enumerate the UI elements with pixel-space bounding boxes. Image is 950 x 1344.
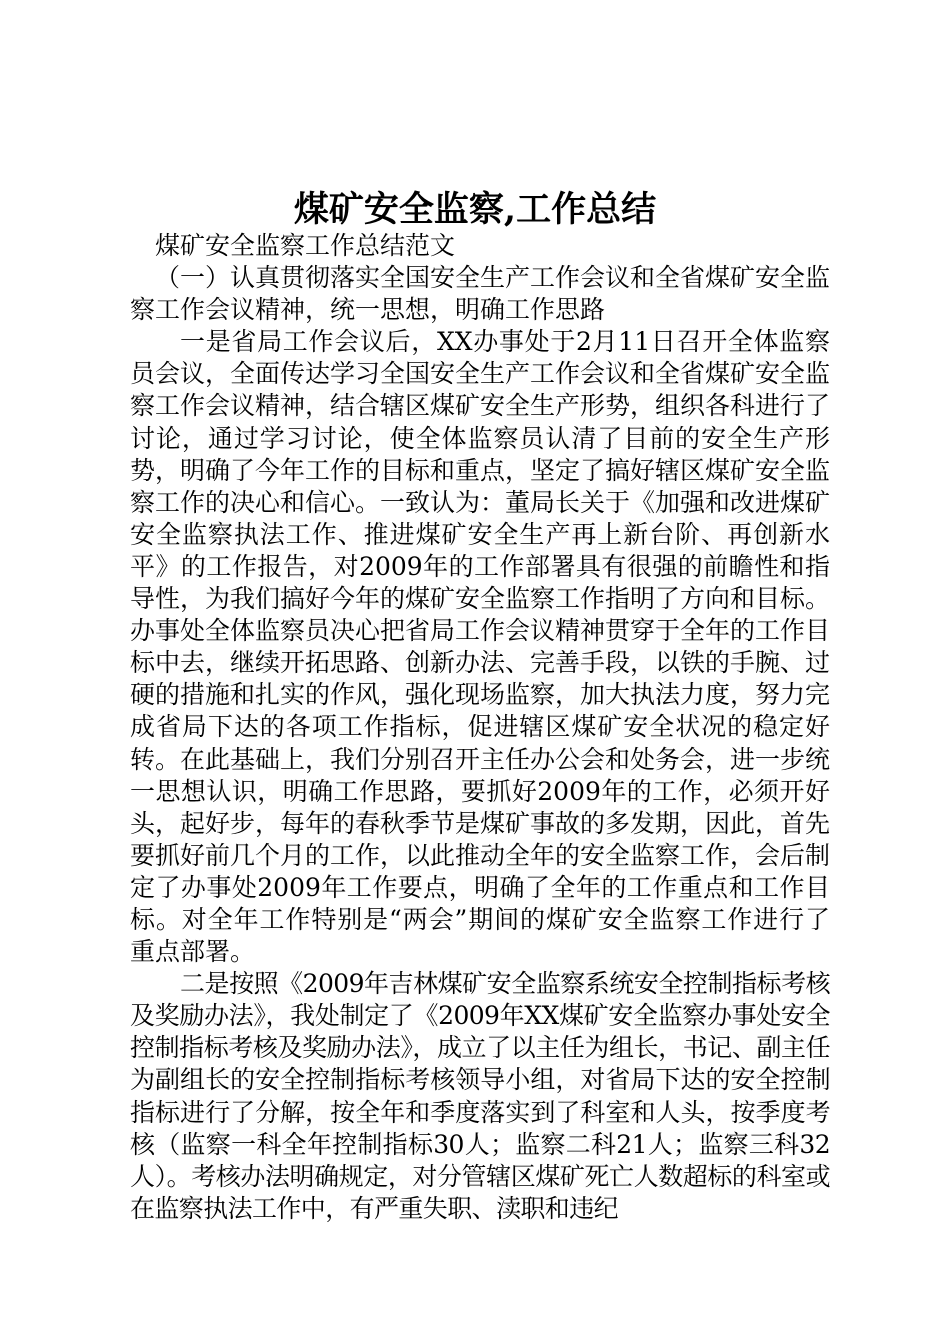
document-title: 煤矿安全监察,工作总结	[293, 189, 657, 230]
document-subtitle: 煤矿安全监察工作总结范文	[155, 231, 456, 260]
paragraph-one: 一是省局工作会议后，XX办事处于2月11日召开全体监察员会议，全面传达学习全国安全生产工作会议和全省煤矿安全监察工作会议精神，结合辖区煤矿安全生产形势，组织各科进行了讨论，通过学习讨论，使全体监察员认清了目前的安全生产形势，明确了今年工作的目标和重点，坚定了搞好辖区煤矿安全监察工作的决心和信心。一致认为：董局长关于《加强和改进煤矿安全监察执法工作、推进煤矿安全生产再上新台阶、再创新水平》的工作报告，对2009年的工作部署具有很强的前瞻性和指导性，为我们搞好今年的煤矿安全监察工作指明了方向和目标。办事处全体监察员决心把省局工作会议精神贯穿于全年的工作目标中去，继续开拓思路、创新办法、完善手段，以铁的手腕、过硬的措施和扎实的作风，强化现场监察，加大执法力度，努力完成省局下达的各项工作指标，促进辖区煤矿安全状况的稳定好转。在此基础上，我们分别召开主任办公会和处务会，进一步统一思想认识，明确工作思路，要抓好2009年的工作，必须开好头，起好步，每年的春秋季节是煤矿事故的多发期，因此，首先要抓好前几个月的工作，以此推动全年的安全监察工作，会后制定了办事处2009年工作要点，明确了全年的工作重点和工作目标。对全年工作特别是“两会”期间的煤矿安全监察工作进行了重点部署。	[130, 327, 831, 967]
paragraph-section-heading: （一）认真贯彻落实全国安全生产工作会议和全省煤矿安全监察工作会议精神，统一思想，明确工作思路	[130, 263, 831, 325]
document-body	[130, 230, 830, 1225]
paragraph-two: 二是按照《2009年吉林煤矿安全监察系统安全控制指标考核及奖励办法》，我处制定了《2009年XX煤矿安全监察办事处安全控制指标考核及奖励办法》，成立了以主任为组长，书记、副主任为副组长的安全控制指标考核领导小组，对省局下达的安全控制指标进行了分解，按全年和季度落实到了科室和人头，按季度考核（监察一科全年控制指标30人；监察二科21人；监察三科32人）。考核办法明确规定，对分管辖区煤矿死亡人数超标的科室或在监察执法工作中，有严重失职、渎职和违纪	[130, 969, 830, 1223]
